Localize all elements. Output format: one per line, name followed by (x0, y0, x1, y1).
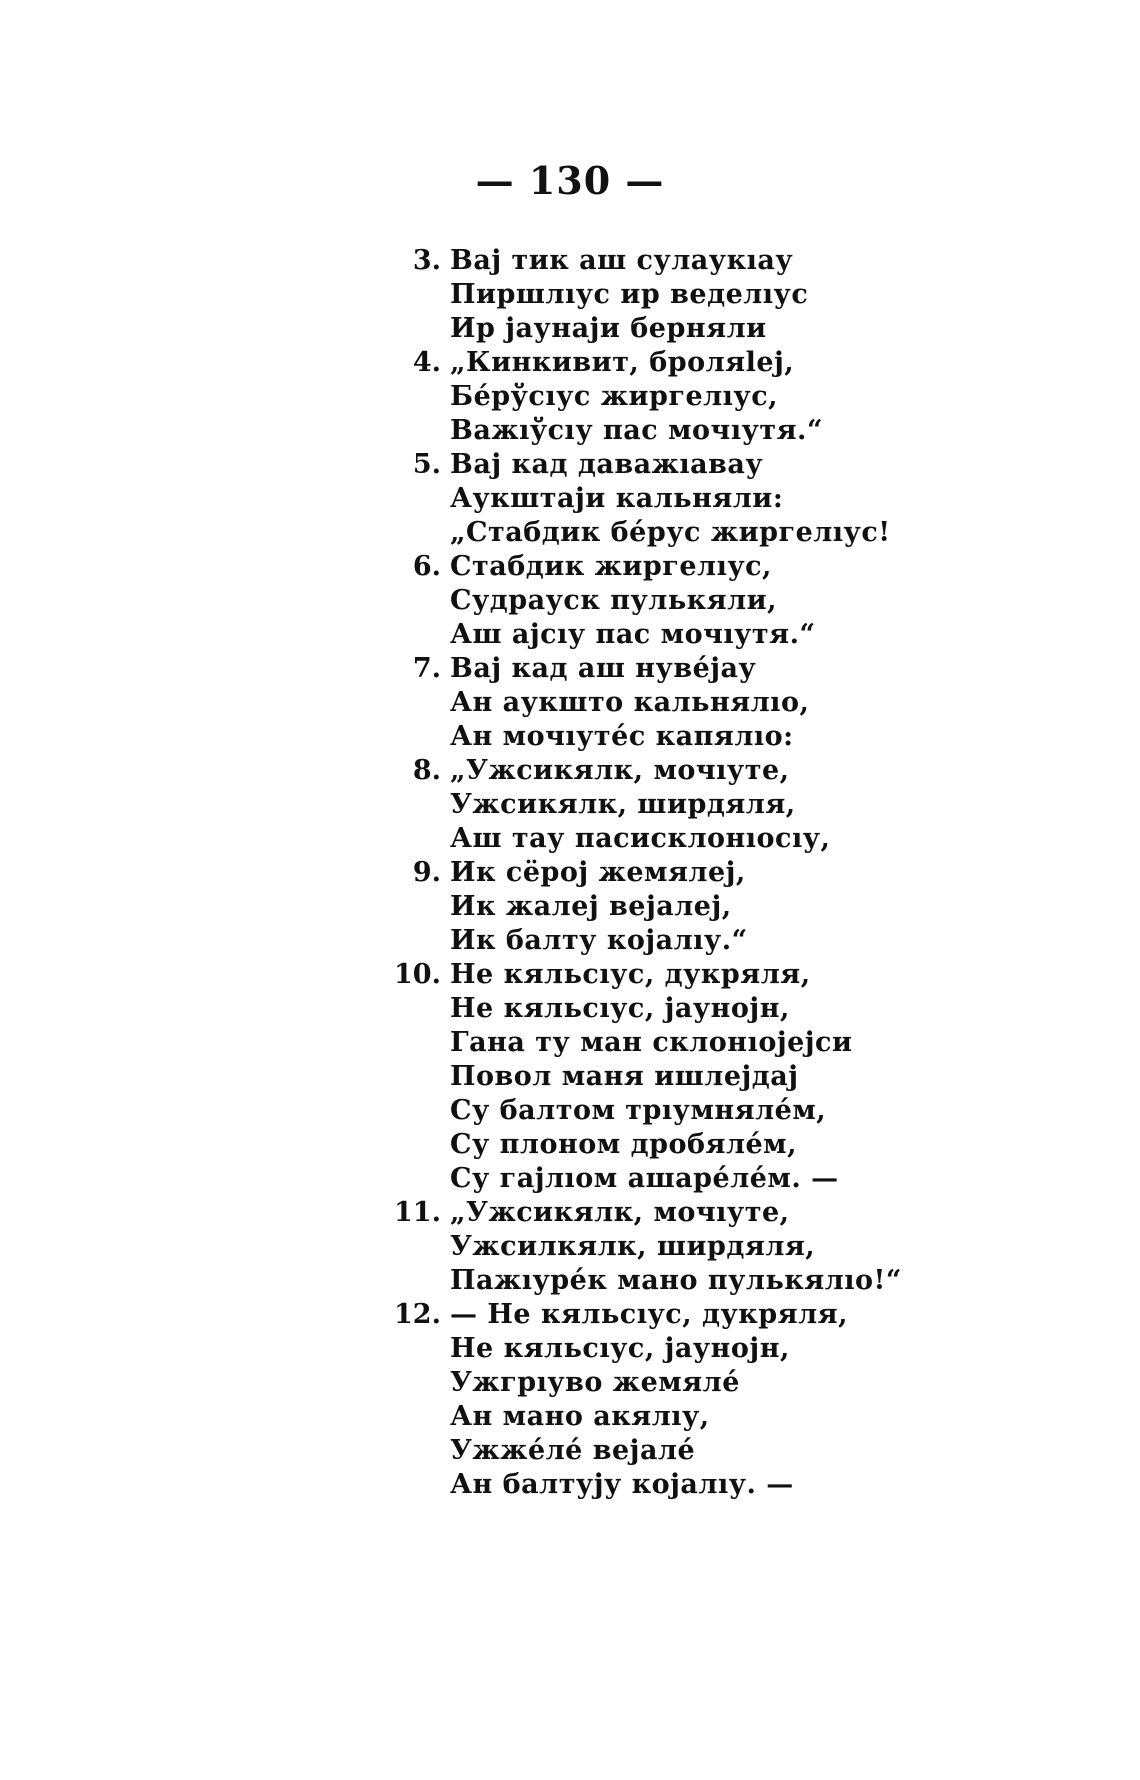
verse-text: Су балтом трıумнялéм, (450, 1095, 827, 1126)
verse-text: „Кинкивит, броляleј, (450, 347, 795, 378)
verse-text: Су гајлıом ашарéлéм. — (450, 1163, 839, 1194)
verse-line (0, 958, 1140, 992)
verse-line (0, 720, 1140, 754)
stanza-number: 10. (394, 959, 441, 990)
verse-line (0, 482, 1140, 516)
stanza-number: 4. (412, 347, 441, 378)
verse-line (0, 822, 1140, 856)
verse-text: Ан балтују којалıу. — (450, 1469, 794, 1500)
verse-line (0, 924, 1140, 958)
verse-line (0, 686, 1140, 720)
verse-text: Бéрўсıус жиргелıус, (450, 381, 779, 412)
verse-text: Ик сёрој жемялеј, (450, 857, 746, 888)
verse-text: „Стабдик бéрус жиргелıус! (450, 517, 891, 548)
verse-line (0, 754, 1140, 788)
verse-text: Ан аукшто кальнялıо, (450, 687, 810, 718)
verse-text: Вај тик аш сулаукıау (450, 245, 794, 276)
verse-line (0, 380, 1140, 414)
verse-line (0, 1468, 1140, 1502)
verse-text: „Ужсикялк, мочıуте, (450, 1197, 790, 1228)
verse-text: Не кяльсıус, дукряля, (450, 959, 811, 990)
verse-text: Ик жалеј вејалеј, (450, 891, 732, 922)
verse-text: Су плоном дробялéм, (450, 1129, 798, 1160)
poem-body (0, 244, 1140, 1502)
verse-text: Пиршлıус ир веделıус (450, 279, 809, 310)
verse-line (0, 1400, 1140, 1434)
verse-text: Вај кад даважıавау (450, 449, 764, 480)
verse-text: Ужсилкялк, ширдяля, (450, 1231, 816, 1262)
verse-text: Повол маня ишлејдај (450, 1061, 799, 1092)
stanza-number: 11. (394, 1197, 441, 1228)
verse-text: Ир јаунаји берняли (450, 313, 767, 344)
verse-line (0, 1298, 1140, 1332)
verse-text: — Не кяльсıус, дукряля, (450, 1299, 849, 1330)
verse-line (0, 448, 1140, 482)
stanza-number: 8. (412, 755, 441, 786)
verse-text: Не кяльсıус, јаунојн, (450, 1333, 790, 1364)
stanza-number: 9. (412, 857, 441, 888)
verse-line (0, 1094, 1140, 1128)
verse-line (0, 1196, 1140, 1230)
verse-text: Не кяльсıус, јаунојн, (450, 993, 790, 1024)
verse-text: Аш ајсıу пас мочıутя.“ (450, 619, 816, 650)
verse-line (0, 550, 1140, 584)
stanza-number: 5. (412, 449, 441, 480)
verse-line (0, 278, 1140, 312)
verse-line (0, 856, 1140, 890)
verse-text: Гана ту ман склонıојејси (450, 1027, 853, 1058)
verse-line (0, 312, 1140, 346)
verse-text: Судрауск пулькяли, (450, 585, 778, 616)
verse-text: Важıўсıу пас мочıутя.“ (450, 415, 823, 446)
stanza-number: 12. (394, 1299, 441, 1330)
verse-line (0, 652, 1140, 686)
stanza-number: 3. (412, 245, 441, 276)
verse-line (0, 1230, 1140, 1264)
verse-text: Аш тау пасисклонıосıу, (450, 823, 831, 854)
verse-line (0, 890, 1140, 924)
verse-text: Пажıурéк мано пулькялıо!“ (450, 1265, 902, 1296)
verse-text: Ан мочıутéс капялıо: (450, 721, 794, 752)
verse-line (0, 1060, 1140, 1094)
verse-text: Ужжéлé вејалé (450, 1435, 696, 1466)
verse-text: Ан мано акялıу, (450, 1401, 710, 1432)
verse-text: Аукштаји кальняли: (450, 483, 784, 514)
verse-text: Стабдик жиргелıус, (450, 551, 772, 582)
verse-text: Вај кад аш нувéјау (450, 653, 757, 684)
verse-line (0, 244, 1140, 278)
verse-line (0, 1026, 1140, 1060)
stanza-number: 6. (412, 551, 441, 582)
verse-text: Ик балту којалıу.“ (450, 925, 748, 956)
verse-text: Ужсикялк, ширдяля, (450, 789, 796, 820)
stanza-number: 7. (412, 653, 441, 684)
verse-line (0, 788, 1140, 822)
verse-line (0, 1128, 1140, 1162)
verse-line (0, 414, 1140, 448)
verse-line (0, 1366, 1140, 1400)
verse-text: „Ужсикялк, мочıуте, (450, 755, 790, 786)
verse-line (0, 584, 1140, 618)
verse-line (0, 346, 1140, 380)
verse-line (0, 1264, 1140, 1298)
verse-line (0, 992, 1140, 1026)
verse-line (0, 1162, 1140, 1196)
verse-line (0, 516, 1140, 550)
page-number: — 130 — (475, 158, 665, 203)
verse-line (0, 1332, 1140, 1366)
verse-line (0, 1434, 1140, 1468)
verse-line (0, 618, 1140, 652)
verse-text: Ужгрıуво жемялé (450, 1367, 740, 1398)
